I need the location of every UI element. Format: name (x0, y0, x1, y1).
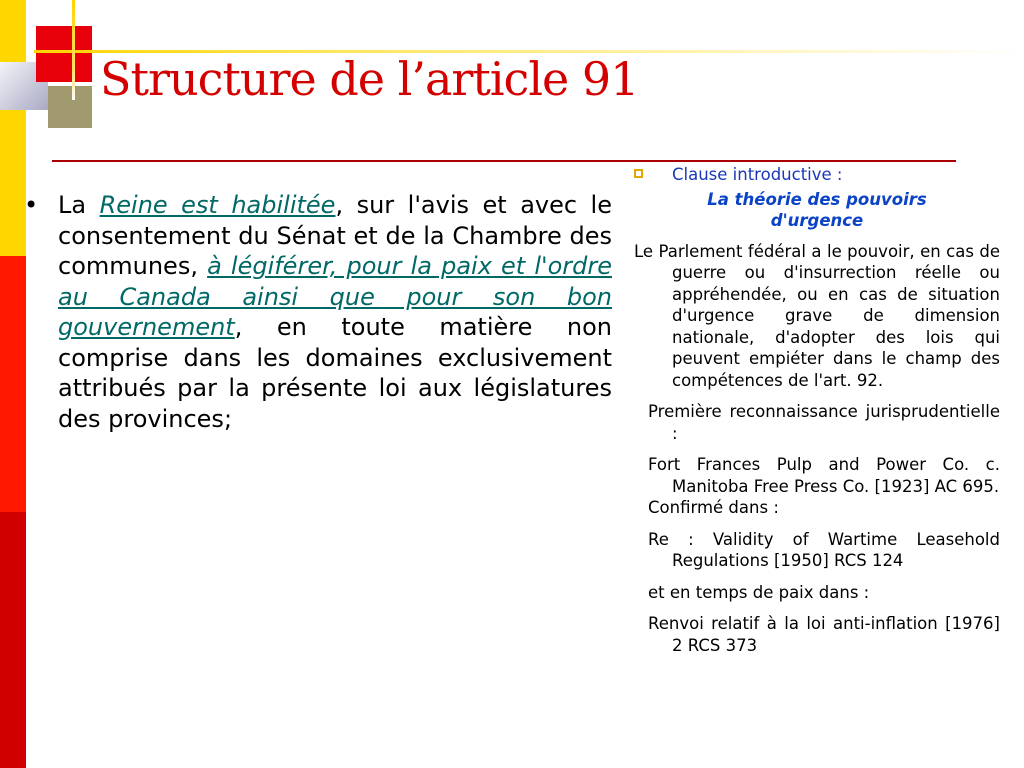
paragraph-parliament-powers: Le Parlement fédéral a le pouvoir, en cas de guerre ou d'insurrection réelle ou appréhendée, ou en cas de situation d'urgence grave de dimension nationale, d'adopter des lois qui peuvent empiéter dans le champ des compétences de l'art. 92. (634, 241, 1000, 390)
intro-clause-label: Clause introductive : (672, 165, 843, 184)
paragraph-anti-inflation: Renvoi relatif à la loi anti-inflation [1976] 2 RCS 373 (648, 614, 1000, 655)
article-text-start: La (58, 191, 100, 219)
slide-title: Structure de l’article 91 (100, 52, 639, 106)
bullet-icon: • (24, 191, 39, 219)
left-stripe-orange (0, 256, 26, 512)
link-legiferer[interactable]: à légiférer, pour la paix et l'ordre au Canada ainsi que pour son bon gouvernement (58, 252, 612, 341)
decor-olive-square (48, 86, 92, 128)
decor-vertical-line (72, 0, 75, 100)
article-text-end: , en toute matière non comprise dans les domaines exclusivement attribués par la présente loi aux législatures des provinces; (58, 313, 612, 433)
left-stripe-red (0, 512, 26, 768)
title-underline (52, 160, 956, 162)
confirmed-in-label: Confirmé dans : (648, 498, 779, 517)
commentary-panel (634, 164, 1000, 656)
paragraph-peacetime: et en temps de paix dans : (648, 582, 870, 602)
square-bullet-icon (634, 169, 643, 178)
link-reine-habilitee[interactable]: Reine est habilitée (99, 191, 336, 219)
case-fort-frances: Fort Frances Pulp and Power Co. c. Manitoba Free Press Co. [1923] AC 695. (648, 455, 1000, 496)
intro-clause (634, 164, 1000, 186)
article-text-middle: , sur l'avis et avec le consentement du Sénat et de la Chambre des communes, (58, 191, 612, 280)
paragraph-fort-frances (634, 454, 1000, 519)
left-stripe-yellow (0, 0, 26, 256)
emergency-powers-subtitle: La théorie des pouvoirs d'urgence (707, 189, 927, 230)
article-paragraph (58, 190, 612, 434)
article-text-block (24, 190, 612, 434)
paragraph-first-recognition: Première reconnaissance jurisprudentielle : (648, 402, 1000, 443)
decor-red-square (36, 26, 92, 82)
paragraph-wartime-leasehold: Re : Validity of Wartime Leasehold Regulations [1950] RCS 124 (648, 529, 1000, 570)
